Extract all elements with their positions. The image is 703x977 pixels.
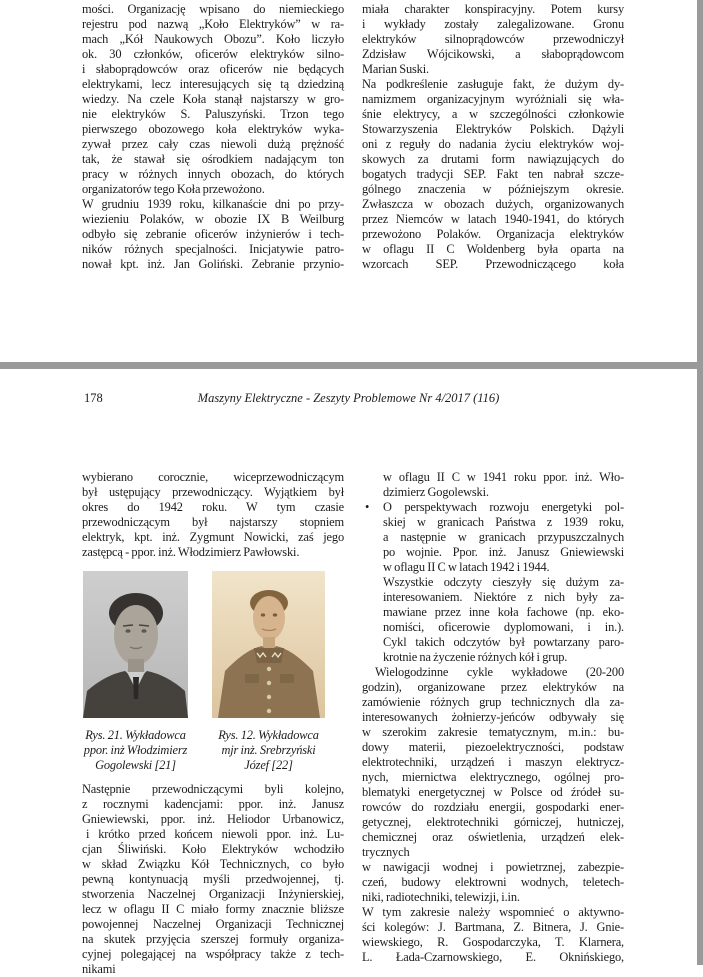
text-line: trycznych: [362, 845, 410, 859]
text-line: wiewskiego, R. Gospodarczyka, T. Klarnera,: [362, 935, 624, 949]
text-line: namizmem organizacyjnym wyróżniali się wła-: [362, 92, 624, 106]
text-line: w szerokim zakresie tematycznym, m.in.: bu-: [362, 725, 624, 739]
text-line: Rys. 21. Wykładowca: [85, 728, 186, 742]
text-line: ppor. inż Włodzimierz: [83, 743, 188, 757]
text-line: cyjnej polegającej na współpracy także z tech-: [82, 947, 344, 961]
portrait-photo-srebrzynski: [212, 571, 325, 718]
paragraph-block: [82, 782, 344, 977]
text-line: z rocznymi kadencjami: ppor. inż. Janusz: [82, 797, 344, 811]
text-line: godzin), organizowane przez elektryków na: [362, 680, 624, 694]
text-line: ok. 30 członków, oficerów elektryków silno-: [82, 47, 344, 61]
text-line: wzorcach SEP. Przewodniczącego koła: [362, 257, 624, 271]
paragraph-block: [82, 470, 344, 560]
two-column-layout: [0, 470, 697, 977]
text-line: w oflagu II C w 1941 roku ppor. inż. Wło-: [383, 470, 624, 484]
text-line: zywał przez cały czas niewoli dużą prężność: [82, 137, 344, 151]
text-line: Wszystkie odczyty cieszyły się dużym za-: [383, 575, 624, 589]
right-column: [362, 2, 624, 272]
text-line: L. Łada-Czarnowskiego, E. Oknińskiego,: [362, 950, 624, 964]
text-line: skiej w granicach Państwa z 1939 roku,: [383, 515, 624, 529]
text-line: blematyki energetycznej w Polsce od źródeł su-: [362, 785, 624, 799]
bullet-marker: •: [365, 500, 370, 514]
text-line: nikami: [82, 962, 116, 976]
text-line: interesowaniem. Niektóre z nich były za-: [383, 590, 624, 604]
text-line: wiedzy. Na czele Koła stanął najstarszy w gro-: [82, 92, 344, 106]
text-line: przewodniczącym był najstarszy stopniem: [82, 515, 344, 529]
left-column: [82, 2, 344, 272]
text-line: w nawigacji wodnej i powietrznej, zabezpie-: [362, 860, 624, 874]
text-line: przewożono Polaków. Organizacja elektryków: [362, 227, 624, 241]
text-line: rowców do rozdziału energii, gospodarki ener-: [362, 800, 624, 814]
text-line: pracy w różnych innych obozach, do których: [82, 167, 344, 181]
text-line: pewną kontynuacją myśli przedwojennej, tj.: [82, 872, 344, 886]
text-line: nował kpt. inż. Jan Goliński. Zebranie przynio-: [82, 257, 344, 271]
text-line: Józef [22]: [244, 758, 293, 772]
text-line: organizatorów tego Koła przewożono.: [82, 182, 265, 196]
text-line: stworzenia Naczelnej Organizacji Inżynierskiej,: [82, 887, 344, 901]
text-line: okres do 1942 roku. W tym czasie: [82, 500, 344, 514]
page-gap-divider: [0, 362, 703, 369]
text-line: i krótko przed końcem niewoli ppor. inż. Lu-: [86, 827, 344, 841]
text-line: czeń, budowy elektrowni wodnych, teletech-: [362, 875, 624, 889]
text-line: Marian Suski.: [362, 62, 429, 76]
text-line: elektryków silnoprądowców przewodniczył: [362, 32, 624, 46]
figure-caption: [83, 728, 188, 773]
text-line: W tym zakresie należy wspomnieć o aktywno-: [362, 905, 624, 919]
figure-gogolewski: [83, 571, 188, 773]
text-line: przez Niemców w latach 1940-1941, do których: [362, 212, 624, 226]
portrait-photo-gogolewski: [83, 571, 188, 718]
text-line: niki, radiotechniki, telewizji, i.in.: [362, 890, 520, 904]
text-line: po wojnie. Ppor. inż. Janusz Gniewiewski: [383, 545, 624, 559]
text-line: elektrykami, lecz interesujących się tą dziedziną: [82, 77, 344, 91]
page-number: 178: [84, 391, 103, 405]
text-line: Gniewiewski, ppor. inż. Heliodor Urbanowicz,: [82, 812, 344, 826]
text-line: a następnie w granicach przypuszczalnych: [383, 530, 624, 544]
text-line: Na podkreślenie zasługuje fakt, że dużym dy-: [362, 77, 624, 91]
text-line: dowy materii, piezoelektryczności, podstaw: [362, 740, 624, 754]
text-line: miała charakter konspiracyjny. Potem kursy: [362, 2, 624, 16]
figure-row: [82, 571, 344, 773]
text-line: Cykl takich odczytów był powtarzany paro-: [383, 635, 624, 649]
figure-caption: [212, 728, 325, 773]
running-header-row: [0, 369, 697, 406]
text-line: nych, miernictwa elektrycznego, ogólnej pro-: [362, 770, 624, 784]
text-line: był ustępujący przewodniczący. Wyjątkiem był: [82, 485, 344, 499]
text-line: odbyło się zebranie oficerów inżynierów i tech-: [82, 227, 344, 241]
figure-srebrzynski: [212, 571, 325, 773]
text-line: interesowanych żołnierzy-jeńców odbywały się: [362, 710, 624, 724]
right-column: [362, 470, 624, 977]
text-line: oni z reguły do nadania życiu elektryków woj-: [362, 137, 624, 151]
text-line: W grudniu 1939 roku, kilkanaście dni po przy-: [82, 197, 344, 211]
text-line: mach „Kół Naukowych Obozu”. Koło liczyło: [82, 32, 344, 46]
left-column: [82, 470, 344, 977]
text-line: • O perspektywach rozwoju energetyki pol-: [365, 500, 624, 514]
text-line: pierwszego obozowego koła elektryków wyka-: [82, 122, 344, 136]
text-line: elektrotechniki, urządzeń i maszyn elektrycz-: [362, 755, 624, 769]
text-line: skowych za drutami form nawiązujących do: [362, 152, 624, 166]
text-line: zamówienie różnych grup technicznych dla za-: [362, 695, 624, 709]
text-line: elektryk, kpt. inż. Zygmunt Nowicki, zaś jego: [82, 530, 344, 544]
text-line: Następnie przewodniczącymi byli kolejno,: [82, 782, 344, 796]
text-line: lecz w oflagu II C miało formy znacznie bliższe: [82, 902, 344, 916]
text-line: mawiane przez inne koła fachowe (np. eko-: [383, 605, 624, 619]
text-line: tak, że stawał się ośrodkiem nadającym ton: [82, 152, 344, 166]
text-line: zastępcą - ppor. inż. Włodzimierz Pawłowski.: [82, 545, 300, 559]
text-line: ści kolegów: J. Bartmana, Z. Bitnera, J. Gnie-: [362, 920, 624, 934]
text-line: i wykłady zostały zalegalizowane. Gronu: [362, 17, 624, 31]
text-line: i słaboprądowców oraz oficerów nie będących: [82, 62, 344, 76]
text-line: rejestru pod nazwą „Koło Elektryków” w ra-: [82, 17, 344, 31]
text-line: w oflagu II C Woldenberg była oparta na: [362, 242, 624, 256]
text-line: w skład Związku Kół Technicznych, co było: [82, 857, 344, 871]
text-line: Rys. 12. Wykładowca: [218, 728, 319, 742]
text-line: mości. Organizację wpisano do niemieckiego: [82, 2, 344, 16]
text-line: na skutek przyjęcia szerszej formuły organiza-: [82, 932, 344, 946]
text-line: dzimierz Gogolewski.: [383, 485, 489, 499]
text-line: wybierano corocznie, wiceprzewodniczącym: [82, 470, 344, 484]
two-column-layout: [0, 0, 697, 272]
page-1-bottom-portion: [0, 0, 697, 362]
text-line: ników różnych specjalności. Inicjatywie patro-: [82, 242, 344, 256]
text-line: Zdzisław Wójcikowski, a słaboprądowcom: [362, 47, 624, 61]
page-2: [0, 369, 697, 976]
text-line: cjan Śliwiński. Koło Elektryków wchodziło: [82, 842, 344, 856]
text-line: Gogolewski [21]: [95, 758, 176, 772]
journal-running-header: Maszyny Elektryczne - Zeszyty Problemowe Nr 4/2017 (116): [197, 391, 500, 405]
text-line: powojennej Naczelnej Organizacji Technicznej: [82, 917, 344, 931]
text-line: getycznej, elektrotechniki górniczej, hutniczej,: [362, 815, 624, 829]
text-line: mjr inż. Srebrzyński: [221, 743, 316, 757]
text-line: Stowarzyszenia Elektryków Polskich. Dążyli: [362, 122, 624, 136]
text-line: Zwłaszcza w obozach dużych, organizowanych: [362, 197, 624, 211]
text-line: w oflagu II C w latach 1942 i 1944.: [383, 560, 550, 574]
text-line: wiezieniu Polaków, w obozie IX B Weilburg: [82, 212, 344, 226]
text-line: chemicznej oraz oświetlenia, urządzeń elek-: [362, 830, 624, 844]
viewer-edge-strip: [697, 0, 703, 965]
text-line: śnie elektrycy, a w szczególności członkowie: [362, 107, 624, 121]
text-line: nie elektryków S. Paluszyński. Trzon tego: [82, 107, 344, 121]
text-line: Wielogodzinne cykle wykładowe (20-200: [375, 665, 624, 679]
text-line: nomiści, oficerowie dyplomowani, i in.).: [383, 620, 624, 634]
text-line: bogatych tradycji SEP. Fakt ten nabrał szcze-: [362, 167, 624, 181]
text-line: krotnie na życzenie różnych kół i grup.: [383, 650, 568, 664]
text-line: gólnego znaczenia w późniejszym okresie.: [362, 182, 624, 196]
